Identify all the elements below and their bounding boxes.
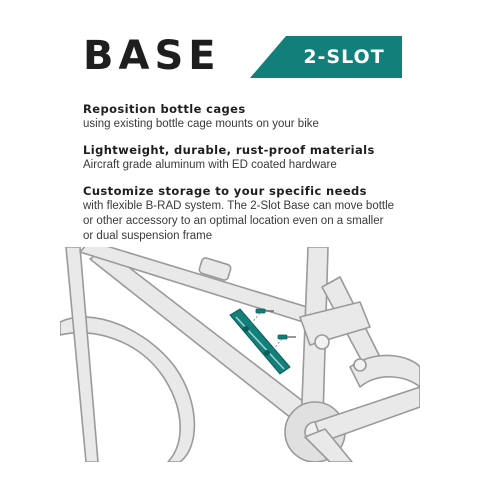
feature-heading: Lightweight, durable, rust-proof materials [83,143,375,157]
pivot [315,335,329,349]
page-title: BASE [83,33,221,79]
pivot [354,359,366,371]
bike-frame-illustration [60,247,420,466]
feature-text: or dual suspension frame [83,230,213,242]
badge-label: 2-SLOT [303,46,385,68]
fork [66,247,98,462]
bike-frame-drawing [60,247,420,462]
feature-heading: Reposition bottle cages [83,102,246,116]
feature-text: using existing bottle cage mounts on your bike [83,118,319,130]
feature-heading: Customize storage to your specific needs [83,184,367,198]
feature-text: or other accessory to an optimal location even on a smaller [83,215,384,227]
product-badge [250,36,402,78]
feature-item [83,101,463,132]
feature-item [83,183,463,244]
feature-text: with flexible B-RAD system. The 2-Slot Base can move bottle [83,200,395,212]
feature-text: Aircraft grade aluminum with ED coated hardware [83,159,337,171]
feature-item [83,142,463,173]
feature-list [83,101,463,254]
